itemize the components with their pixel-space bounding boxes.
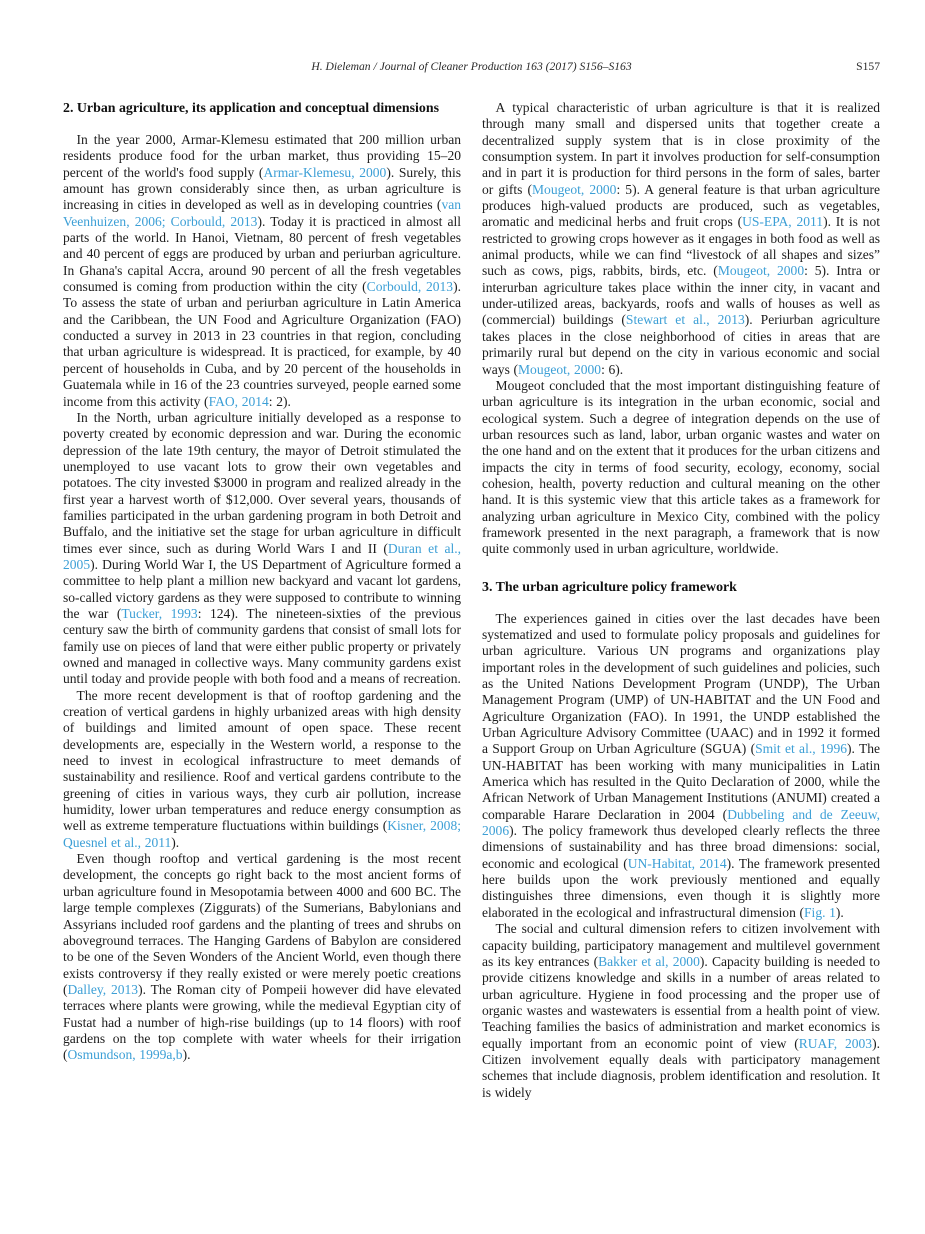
citation-link[interactable]: Dubbeling and de Zeeuw, 2006 — [482, 806, 880, 839]
paragraph: The social and cultural dimension refers to citizen involvement with capacity building, participatory management and multilevel government as its key entrances (Bakker et al, 2000). Capacity building is needed to provide citizens knowledge and skills in a number of areas related to urban agriculture. Hygiene in food processing and the proper use of organic wastes and wastewaters is essential from a health point of view. Teaching families the basics of administration and market economics is equally important from an economic point of view (RUAF, 2003). Citizen involvement equally deals with participatory management schemes that include diagnosis, problem identification and resolution. It is widely — [482, 921, 880, 1100]
citation-link[interactable]: Kisner, 2008; Quesnel et al., 2011 — [63, 818, 461, 850]
section-2-heading: 2. Urban agriculture, its application and conceptual dimensions — [63, 101, 439, 116]
paragraph: Even though rooftop and vertical gardening is the most recent development, the concepts go right back to the most ancient forms of urban agriculture found in Mesopotamia between 4000 and 600 BC. The large temple complexes (Ziggurats) of the Sumerians, Babylonians and Assyrians included roof gardens and the planting of trees and shrubs on aboveground terraces. The Hanging Gardens of Babylon are considered to be one of the Seven Wonders of the Ancient World, even though there exists controversy if they really existed or were merely poetic creations (Dalley, 2013). The Roman city of Pompeii however did have elevated terraces where plants were growing, while the medieval Egyptian city of Fustat had a number of high-rise buildings (up to 14 floors) with roof gardens on the top complete with water wheels for their irrigation (Osmundson, 1999a,b). — [63, 851, 461, 1063]
page-number: S157 — [856, 60, 880, 73]
journal-citation-line: H. Dieleman / Journal of Cleaner Production 163 (2017) S156–S163 — [311, 60, 632, 73]
right-column — [482, 100, 880, 1101]
running-head — [63, 60, 880, 76]
figure-1-link[interactable]: Fig. 1 — [804, 904, 836, 920]
citation-link[interactable]: Stewart et al., 2013 — [625, 312, 745, 328]
citation-link[interactable]: Dalley, 2013 — [67, 981, 139, 997]
citation-link[interactable]: Osmundson, 1999a,b — [67, 1047, 183, 1063]
two-column-body — [63, 100, 880, 1101]
paragraph: Mougeot concluded that the most important distinguishing feature of urban agriculture is its integration in the urban economic, social and ecological system. Such a degree of integration depends on the use of urban resources such as land, labor, urban organic wastes and water on the one hand and on the extent that it produces for the urban citizens and impacts the city in terms of food security, ecology, economy, social cohesion, health, poverty reduction and cultural meaning on the other hand. It is this systemic view that this article takes as a framework for analyzing urban agriculture in Mexico City, combined with the policy framework presented in the next paragraph, a framework that is now quite commonly used in urban agriculture, worldwide. — [482, 377, 880, 557]
paragraph: In the North, urban agriculture initially developed as a response to poverty created by economic depression and war. During the economic depression of the late 19th century, the mayor of Detroit stimulated the unemployed to use vacant lots to grow their own vegetables and potatoes. The city invested $3000 in program and realized already in the first year a harvest worth of $12,000. Over several years, thousands of families participated in the urban gardening program in both Detroit and Buffalo, and the initiative set the stage for urban agriculture in difficult times ever since, such as during World Wars I and II (Duran et al., 2005). During World War I, the US Department of Agriculture formed a committee to help plant a million new backyard and vacant lot gardens, so-called victory gardens as they were supposed to contribute to winning the war (Tucker, 1993: 124). The nineteen-sixties of the previous century saw the birth of community gardens that consist of small lots for family use on pieces of land that were either public property or privately owned and managed in collective ways. Many community gardens exist until today and provide people with both food and a means of recreation. — [63, 409, 461, 687]
left-column — [63, 100, 461, 1101]
citation-link[interactable]: US-EPA, 2011 — [742, 214, 824, 230]
section-3-heading: 3. The urban agriculture policy framework — [482, 579, 737, 595]
paragraph: A typical characteristic of urban agriculture is that it is realized through many small and dispersed units that together create a decentralized supply system that is in close proximity of the consumption system. In part it involves production for self-consumption and in part it is production for third persons in the form of sales, barter or gifts (Mougeot, 2000: 5). A general feature is that urban agriculture produces high-valued products are produced, such as vegetables, aromatic and medicinal herbs and fruit crops (US-EPA, 2011). It is not restricted to growing crops however as it engages in both food as well as animal products, while we can find “livestock of all shapes and sizes” such as cows, pigs, rabbits, birds, etc. (Mougeot, 2000: 5). Intra or interurban agriculture takes place within the inner city, in vacant and under-utilized areas, backyards, roofs and walls of houses as well as (commercial) buildings (Stewart et al., 2013). Periurban agriculture takes places in the close neighborhood of cities in areas that are primarily rural but depend on the city in various economic and social ways (Mougeot, 2000: 6). — [482, 100, 881, 377]
citation-link[interactable]: Bakker et al, 2000 — [598, 953, 700, 969]
citation-link[interactable]: Duran et al., 2005 — [63, 540, 461, 572]
citation-link[interactable]: van Veenhuizen, 2006; Corbould, 2013 — [63, 197, 461, 229]
citation-link[interactable]: UN-Habitat, 2014 — [627, 855, 727, 871]
citation-link[interactable]: Mougeot, 2000 — [532, 181, 617, 197]
citation-link[interactable]: Mougeot, 2000 — [518, 361, 602, 377]
citation-link[interactable]: Corbould, 2013 — [366, 279, 454, 295]
citation-link[interactable]: FAO, 2014 — [208, 393, 269, 409]
citation-link[interactable]: Smit et al., 1996 — [755, 741, 847, 757]
paragraph: The more recent development is that of rooftop gardening and the creation of vertical gardens in highly urbanized areas with high density of buildings and limited amount of open space. These recent developments are, especially in the Western world, a response to the need to invest in ecological infrastructure to meet demands of sustainability and resilience. Roof and vertical gardens contribute to the greening of cities in various ways, they curb air pollution, increase humidity, lower urban temperatures and reduce energy consumption as well as extreme temperature fluctuations within buildings (Kisner, 2008; Quesnel et al., 2011). — [63, 687, 461, 850]
citation-link[interactable]: Armar-Klemesu, 2000 — [263, 164, 387, 180]
citation-link[interactable]: Mougeot, 2000 — [717, 263, 805, 279]
citation-link[interactable]: Tucker, 1993 — [121, 605, 198, 621]
paragraph: The experiences gained in cities over the last decades have been systematized and used to formulate policy proposals and guidelines for urban agriculture. Various UN programs and organizations play important roles in the development of such guidelines and policies, such as the United Nations Development Program (UNDP), The Urban Management Program (UMP) of UN-HABITAT and the UN Food and Agriculture Organization (FAO). In 1991, the UNDP established the Urban Agriculture Advisory Committee (UAAC) and in 1992 it formed a Support Group on Urban Agriculture (SGUA) (Smit et al., 1996). The UN-HABITAT has been working with many municipalities in Latin America which has resulted in the Quito Declaration of 2000, while the African Network of Urban Management Institutions (ANUMI) created a comparable Harare Declaration in 2004 (Dubbeling and de Zeeuw, 2006). The policy framework thus developed clearly reflects the three dimensions of sustainability and has three broad dimensions: social, economic and ecological (UN-Habitat, 2014). The framework presented here builds upon the work previously mentioned and equally distinguishes three dimensions, even though it is slightly more elaborated in the ecological and infrastructural dimension (Fig. 1). — [482, 610, 881, 920]
citation-link[interactable]: RUAF, 2003 — [798, 1035, 873, 1051]
paragraph: In the year 2000, Armar-Klemesu estimated that 200 million urban residents produce food for the urban market, thus providing 15–20 percent of the world's food supply (Armar-Klemesu, 2000). Surely, this amount has grown considerably since then, as urban agriculture is increasing in cities in developed as well as in developing countries (van Veenhuizen, 2006; Corbould, 2013). Today it is practiced in almost all parts of the world. In Hanoi, Vietnam, 80 percent of fresh vegetables and 40 percent of eggs are produced by urban and periurban agriculture. In Ghana's capital Accra, around 90 percent of all the fresh vegetables consumed is coming from production within the city (Corbould, 2013). To assess the state of urban and periurban agriculture in Latin America and the Caribbean, the UN Food and Agriculture Organization (FAO) conducted a survey in 2013 in 23 countries in that region, concluding that urban agriculture is widespread. It is practiced, for example, by 40 percent of households in Cuba, and by 20 percent of the households in Guatemala while in 16 of the 23 countries surveyed, people earned some income from this activity (FAO, 2014: 2). — [63, 132, 461, 409]
